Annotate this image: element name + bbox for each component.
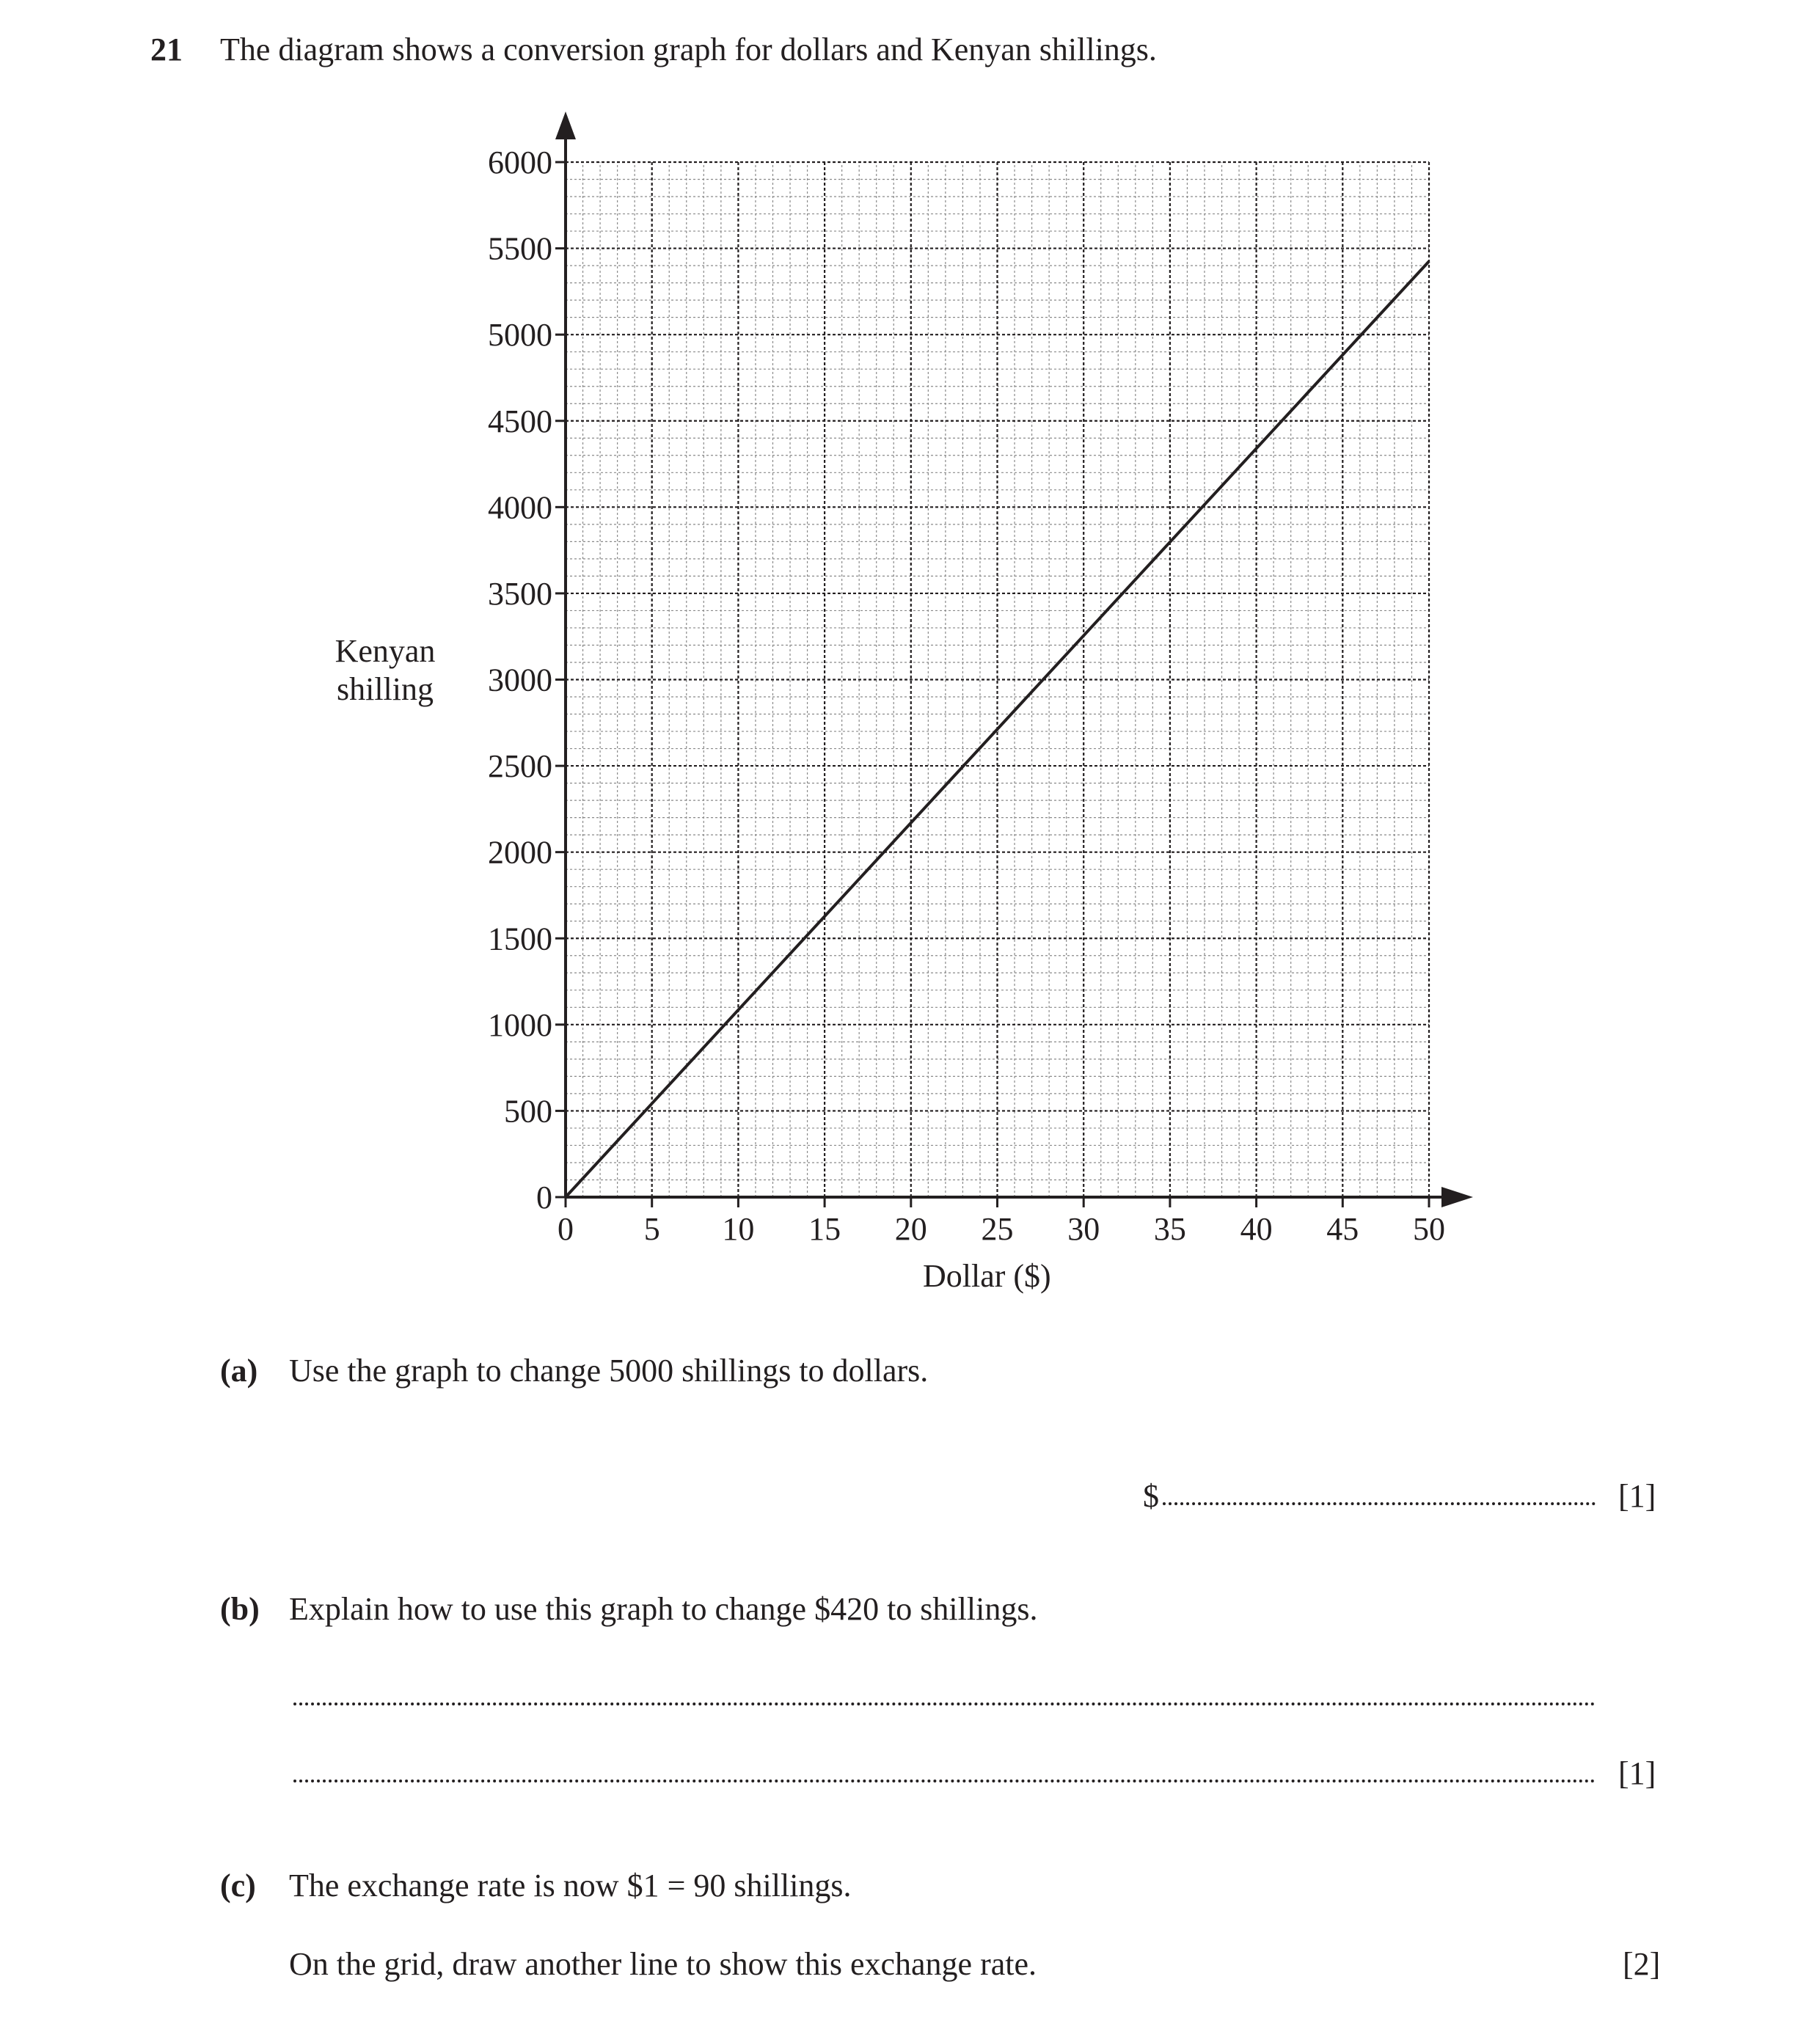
y-tick-label: 1500: [488, 921, 552, 957]
y-tick-label: 6000: [488, 145, 552, 180]
y-tick-label: 3000: [488, 662, 552, 698]
y-tick-label: 4500: [488, 403, 552, 439]
x-ticks: [558, 1197, 1445, 1247]
part-c-text: The exchange rate is now $1 = 90 shillings.: [289, 1868, 852, 1903]
part-c-marks: [2]: [1623, 1946, 1661, 1982]
part-b-letter: (b): [220, 1591, 260, 1627]
question-number: 21: [150, 32, 183, 67]
x-axis-label: Dollar ($): [923, 1258, 1051, 1294]
part-a-text: Use the graph to change 5000 shillings to dollars.: [289, 1353, 929, 1389]
part-c-instruction: On the grid, draw another line to show this exchange rate.: [289, 1946, 1037, 1982]
x-tick-label: 35: [1153, 1211, 1186, 1247]
x-tick-label: 5: [643, 1211, 660, 1247]
x-tick-label: 20: [894, 1211, 927, 1247]
x-tick-label: 45: [1326, 1211, 1359, 1247]
x-tick-label: 10: [722, 1211, 755, 1247]
part-b-answer-line-1[interactable]: [293, 1703, 1596, 1705]
x-tick-label: 40: [1240, 1211, 1273, 1247]
y-tick-label: 2000: [488, 834, 552, 871]
x-tick-label: 30: [1067, 1211, 1100, 1247]
y-tick-label: 5000: [488, 317, 552, 354]
y-axis-label-line1: Kenyan: [335, 633, 436, 669]
y-tick-label: 1000: [488, 1006, 552, 1043]
x-tick-label: 15: [808, 1211, 841, 1247]
part-a-answer-line[interactable]: [1163, 1502, 1596, 1505]
part-a-marks: [1]: [1618, 1478, 1656, 1514]
y-tick-label: 0: [536, 1180, 552, 1215]
part-c-letter: (c): [220, 1868, 256, 1903]
part-b-marks: [1]: [1618, 1755, 1656, 1791]
x-axis-arrowhead: [1441, 1187, 1473, 1207]
y-tick-label: 500: [504, 1093, 552, 1130]
y-tick-label: 4000: [488, 489, 552, 526]
x-tick-label: 50: [1413, 1211, 1445, 1247]
y-tick-label: 5500: [488, 230, 552, 267]
part-b-answer-line-2[interactable]: [293, 1780, 1596, 1782]
y-axis-label: [326, 632, 444, 709]
x-tick-label: 25: [981, 1211, 1014, 1247]
y-tick-label: 2500: [488, 748, 552, 785]
part-a-letter: (a): [220, 1353, 258, 1389]
y-ticks: [488, 145, 566, 1215]
part-b-text: Explain how to use this graph to change $420 to shillings.: [289, 1591, 1038, 1627]
y-axis-arrowhead: [555, 111, 576, 139]
y-tick-label: 3500: [488, 575, 552, 612]
part-a-dollar-sign: $: [1143, 1478, 1159, 1514]
question-text: The diagram shows a conversion graph for dollars and Kenyan shillings.: [220, 32, 1157, 67]
y-axis-label-line2: shilling: [336, 671, 434, 707]
x-tick-label: 0: [558, 1211, 574, 1247]
